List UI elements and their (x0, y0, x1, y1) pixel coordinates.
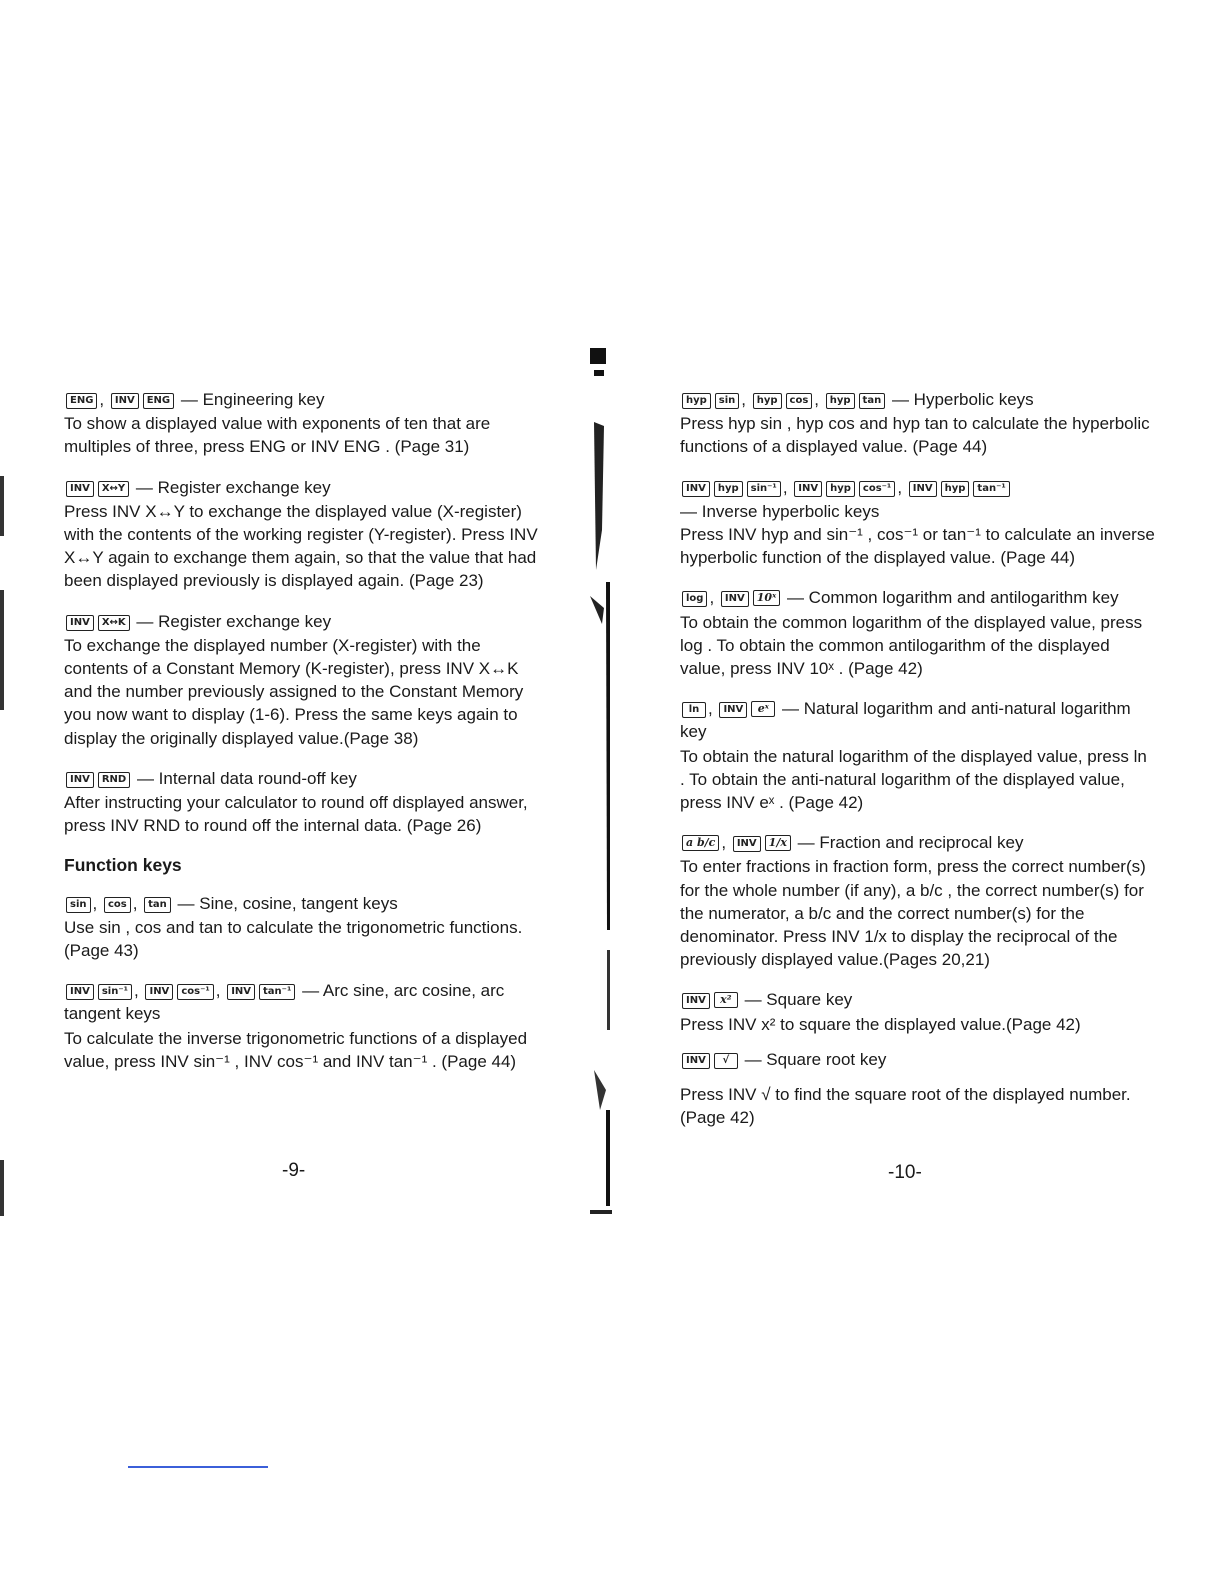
tan-key-icon: tan (859, 393, 886, 409)
arccos-key-icon: cos⁻¹ (859, 481, 895, 497)
inv-key-icon: INV (227, 984, 255, 1000)
x-squared-key-icon: x² (714, 992, 738, 1008)
scan-edge-artifact (0, 1160, 4, 1216)
entry-body: To obtain the natural logarithm of the displayed value, press ln . To obtain the anti-natural logarithm of the displayed value, press INV eˣ . (Page 42) (680, 746, 1147, 813)
entry-title: — Arc sine, arc cosine, arc tangent keys (64, 981, 505, 1024)
arcsin-key-icon: sin⁻¹ (747, 481, 781, 497)
inv-key-icon: INV (66, 984, 94, 1000)
entry-body: Press INV X↔Y to exchange the displayed value (X-register) with the contents of the working register (Y-register). Press INV X↔Y again to exchange them again, so that the value that had been displayed previously is displayed again. (Page 23) (64, 501, 538, 591)
inv-key-icon: INV (682, 1053, 710, 1069)
engineering-key-entry: ENG , INV ENG — Engineering key To show a displayed value with exponents of ten that are multiples of three, press ENG or INV ENG . (Page 31) (64, 388, 540, 459)
square-root-key-entry (680, 1048, 1156, 1130)
round-off-key-entry (64, 767, 540, 838)
entry-body: To obtain the common logarithm of the displayed value, press log . To obtain the common antilogarithm of the displayed value, press INV 10ˣ . (Page 42) (680, 612, 1143, 679)
entry-title: — Natural logarithm and anti-natural logarithm key (680, 699, 1131, 742)
arctan-key-icon: tan⁻¹ (259, 984, 295, 1000)
hyp-key-icon: hyp (682, 393, 711, 409)
scan-edge-artifact (0, 476, 4, 536)
entry-body: To show a displayed value with exponents of ten that are multiples of three, press ENG or INV ENG . (Page 31) (64, 414, 491, 457)
x-y-exchange-key-icon: X↔Y (98, 481, 129, 497)
inverse-hyperbolic-keys-entry: INV hyp sin⁻¹ , INV hyp cos⁻¹ , INV hyp tan⁻¹ — Inverse hyperbolic keys Press INV hyp and sin⁻¹ , cos⁻¹ or tan⁻¹ to calculate an inverse hyperbolic function of the displayed value. (Page 44) (680, 476, 1156, 570)
e-power-key-icon: eˣ (751, 701, 775, 717)
entry-title: — Fraction and reciprocal key (797, 833, 1024, 853)
eng-key-icon: ENG (66, 393, 97, 409)
inv-key-icon: INV (733, 836, 761, 852)
arccos-key-icon: cos⁻¹ (177, 984, 213, 1000)
arc-trig-keys-entry: INV sin⁻¹ , INV cos⁻¹ , INV tan⁻¹ — Arc sine, arc cosine, arc tangent keys To calculate the inverse trigonometric functions of a displayed value, press INV sin⁻¹ , INV cos⁻¹ and INV tan⁻¹ . (Page 44) (64, 979, 540, 1073)
entry-title: — Engineering key (180, 390, 325, 409)
inv-key-icon: INV (66, 772, 94, 788)
inv-key-icon: INV (66, 615, 94, 631)
eng-key-icon: ENG (143, 393, 174, 409)
entry-body: Press INV x² to square the displayed value.(Page 42) (680, 1014, 1081, 1034)
trig-keys-entry: sin , cos , tan — Sine, cosine, tangent keys Use sin , cos and tan to calculate the trigonometric functions. (Page 43) (64, 892, 540, 963)
entry-body: Use sin , cos and tan to calculate the trigonometric functions. (Page 43) (64, 917, 523, 961)
entry-title: — Common logarithm and antilogarithm key (786, 588, 1119, 608)
ten-power-key-icon: 10ˣ (753, 590, 780, 606)
bottom-rule-line (128, 1466, 268, 1468)
entry-title: — Square key (744, 990, 853, 1010)
inv-key-icon: INV (909, 481, 937, 497)
square-root-key-icon: √ (714, 1053, 738, 1069)
tan-key-icon: tan (144, 897, 171, 913)
left-page-column (64, 388, 540, 1090)
entry-body: Press hyp sin , hyp cos and hyp tan to calculate the hyperbolic functions of a displayed value. (Page 44) (680, 414, 1150, 457)
right-page-column (680, 388, 1156, 1146)
scan-edge-artifact (0, 590, 4, 710)
common-log-key-entry: log , INV 10ˣ — Common logarithm and antilogarithm key To obtain the common logarithm of the displayed value, press log . To obtain the common antilogarithm of the displayed value, press INV 10ˣ . (Page 42) (680, 586, 1156, 680)
entry-body: Press INV hyp and sin⁻¹ , cos⁻¹ or tan⁻¹ to calculate an inverse hyperbolic function of the displayed value. (Page 44) (680, 525, 1155, 568)
section-title: Function keys (64, 855, 182, 876)
sin-key-icon: sin (715, 393, 740, 409)
arcsin-key-icon: sin⁻¹ (98, 984, 132, 1000)
entry-body: After instructing your calculator to round off displayed answer, press INV RND to round off the internal data. (Page 26) (64, 793, 528, 836)
inv-key-icon: INV (111, 393, 139, 409)
inv-key-icon: INV (794, 481, 822, 497)
book-spine-shadow (590, 330, 614, 1220)
entry-body: To enter fractions in fraction form, press the correct number(s) for the whole number (if any), a b/c , the correct number(s) for the numerator, a b/c and the correct number(s) for the denominator. Press INV 1/x to display the reciprocal of the previously displayed value.(Pages 20,21) (680, 857, 1146, 970)
arctan-key-icon: tan⁻¹ (973, 481, 1009, 497)
ln-key-icon: ln (682, 702, 706, 718)
inv-key-icon: INV (682, 481, 710, 497)
fraction-reciprocal-key-entry: a b/c , INV 1/x — Fraction and reciprocal key To enter fractions in fraction form, press the correct number(s) for the whole number (if any), a b/c , the correct number(s) for the numerator, a b/c and the correct number(s) for the denominator. Press INV 1/x to display the reciprocal of the previously displayed value.(Pages 20,21) (680, 831, 1156, 971)
x-k-exchange-key-icon: X↔K (98, 615, 130, 631)
entry-title: — Square root key (744, 1049, 887, 1069)
register-exchange-xy-entry (64, 476, 540, 593)
hyp-key-icon: hyp (941, 481, 970, 497)
square-key-entry (680, 988, 1156, 1035)
register-exchange-xk-entry (64, 610, 540, 750)
inv-key-icon: INV (145, 984, 173, 1000)
fraction-key-icon: a b/c (682, 835, 719, 851)
entry-title: — Internal data round-off key (136, 768, 357, 788)
hyp-key-icon: hyp (826, 393, 855, 409)
entry-body: To exchange the displayed number (X-register) with the contents of a Constant Memory (K-register), press INV X↔K and the number previously assigned to the Constant Memory you now want to display (1-6). Press the same keys again to display the originally displayed value.(Page 38) (64, 635, 524, 748)
entry-title: — Hyperbolic keys (891, 390, 1034, 409)
entry-title: — Inverse hyperbolic keys (680, 501, 880, 521)
entry-title: — Sine, cosine, tangent keys (177, 893, 398, 913)
cos-key-icon: cos (104, 897, 131, 913)
inv-key-icon: INV (66, 481, 94, 497)
inv-key-icon: INV (719, 702, 747, 718)
cos-key-icon: cos (786, 393, 813, 409)
entry-body: To calculate the inverse trigonometric functions of a displayed value, press INV sin⁻¹ , INV cos⁻¹ and INV tan⁻¹ . (Page 44) (64, 1028, 528, 1071)
sin-key-icon: sin (66, 897, 91, 913)
log-key-icon: log (682, 591, 707, 607)
page-number-left: -9- (282, 1160, 306, 1181)
inv-key-icon: INV (721, 591, 749, 607)
hyp-key-icon: hyp (826, 481, 855, 497)
natural-log-key-entry: ln , INV eˣ — Natural logarithm and anti-natural logarithm key To obtain the natural logarithm of the displayed value, press ln . To obtain the anti-natural logarithm of the displayed value, press INV eˣ . (Page 42) (680, 697, 1156, 814)
rnd-key-icon: RND (98, 772, 130, 788)
entry-title: — Register exchange key (136, 611, 332, 631)
entry-title: — Register exchange key (135, 477, 331, 497)
hyperbolic-keys-entry: hyp sin , hyp cos , hyp tan — Hyperbolic keys Press hyp sin , hyp cos and hyp tan to calculate the hyperbolic functions of a displayed value. (Page 44) (680, 388, 1156, 459)
reciprocal-key-icon: 1/x (765, 835, 791, 851)
entry-body: Press INV √ to find the square root of the displayed number. (Page 42) (680, 1085, 1131, 1128)
inv-key-icon: INV (682, 993, 710, 1009)
page-number-right: -10- (888, 1162, 922, 1183)
hyp-key-icon: hyp (714, 481, 743, 497)
hyp-key-icon: hyp (753, 393, 782, 409)
